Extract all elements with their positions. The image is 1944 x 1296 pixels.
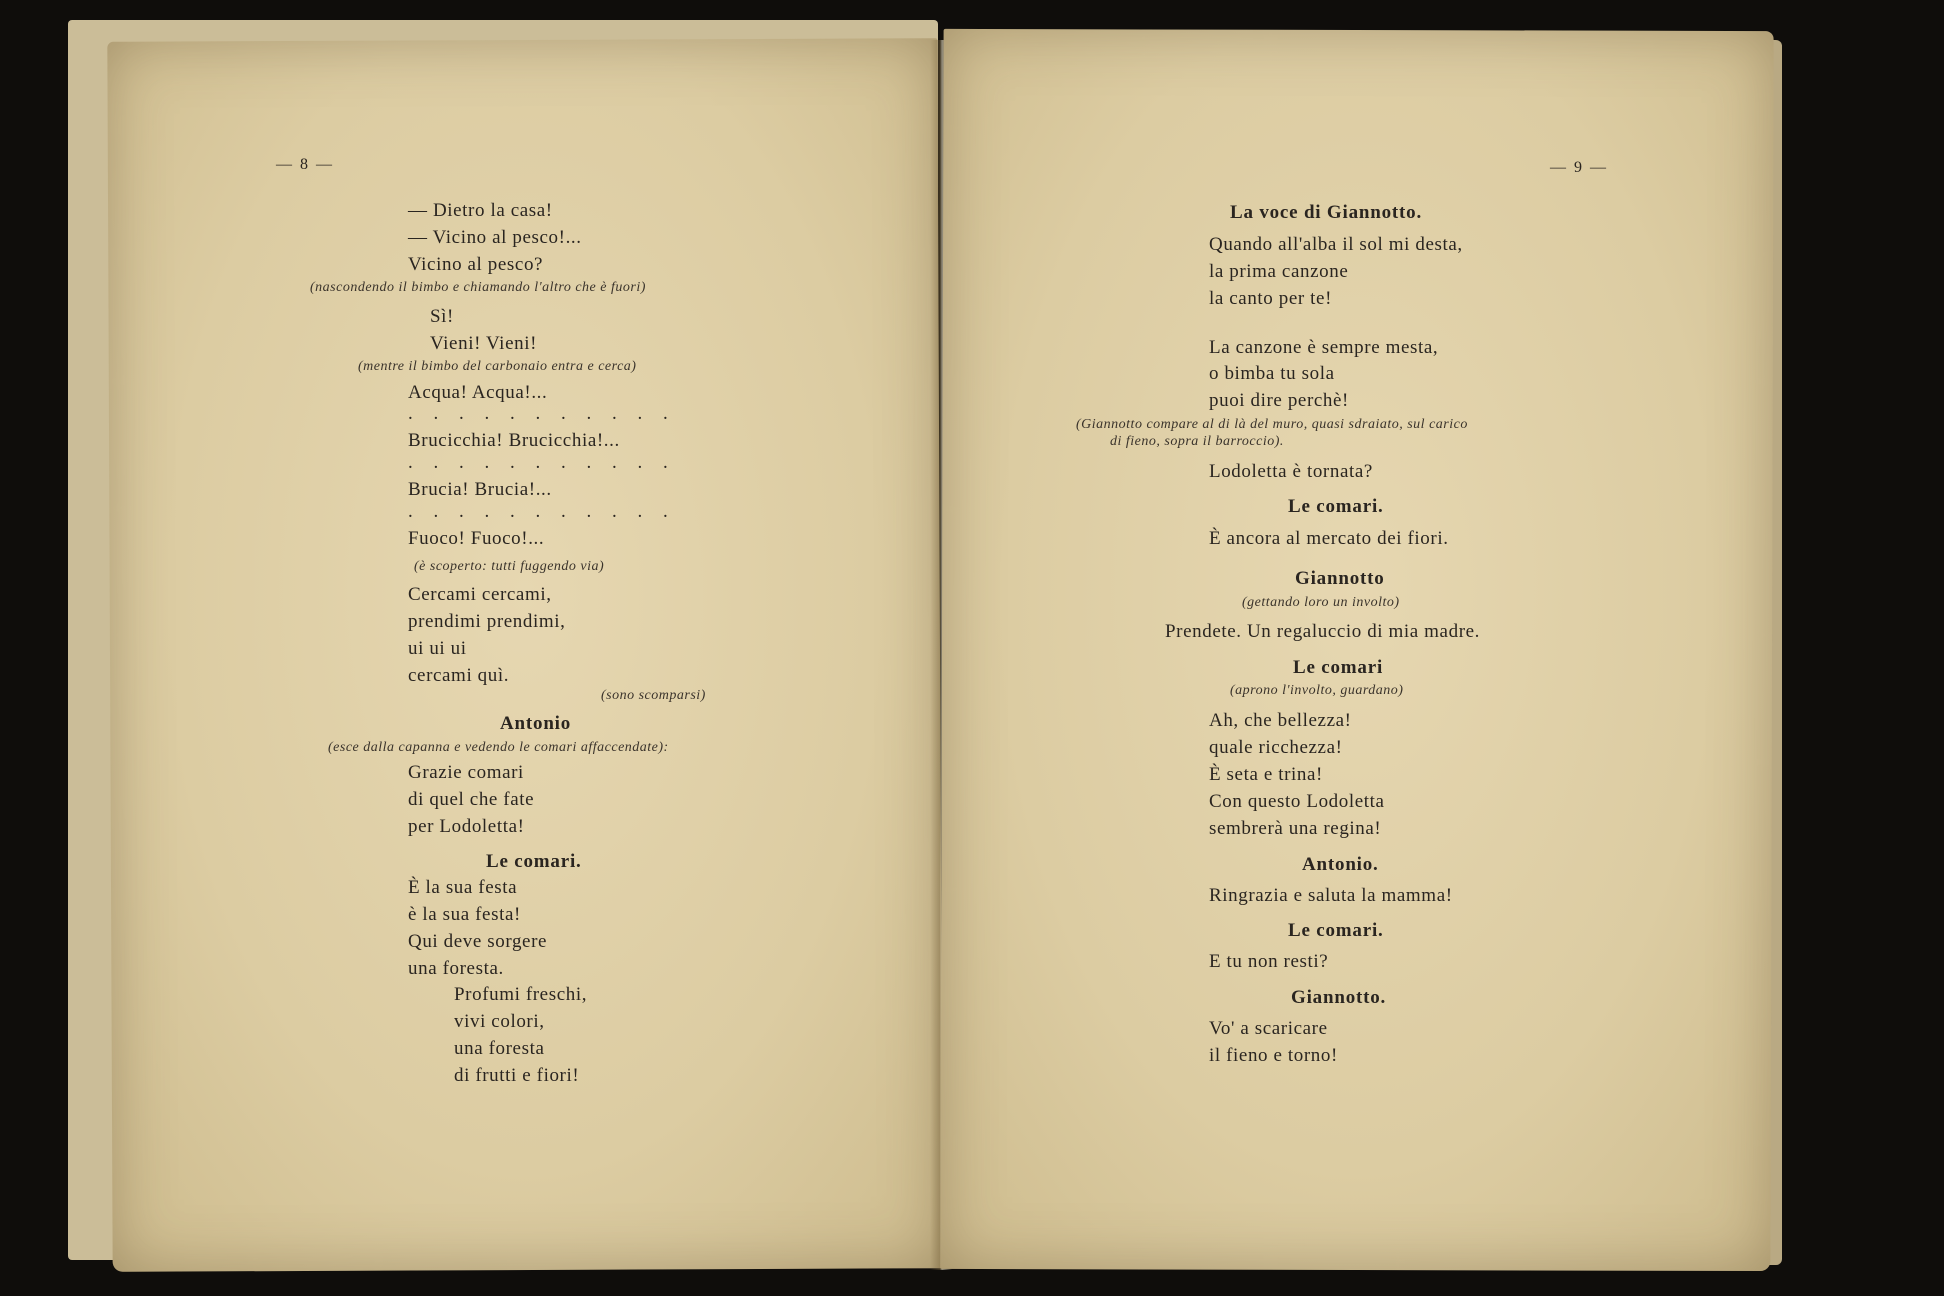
character-name: Antonio [500,713,572,734]
verse-line: E tu non resti? [1209,951,1329,972]
verse-line: Lodoletta è tornata? [1209,461,1373,482]
verse-line: È ancora al mercato dei fiori. [1209,528,1449,549]
verse-line: il fieno e torno! [1209,1045,1338,1066]
ellipsis-row: . . . . . . . . . . . [408,403,676,424]
verse-line: di frutti e fiori! [454,1065,580,1086]
verse-line: Vieni! Vieni! [430,333,538,354]
verse-line: Sì! [430,306,454,327]
verse-line: Profumi freschi, [454,984,588,1005]
verse-line: sembrerà una regina! [1209,818,1382,839]
verse-line: Acqua! Acqua!... [408,382,548,403]
verse-line: una foresta. [408,958,504,979]
character-name: La voce di Giannotto. [1230,202,1423,223]
character-name: Le comari. [486,851,582,872]
ellipsis-row: . . . . . . . . . . . [408,452,676,473]
verse-line: Qui deve sorgere [408,931,548,952]
character-name: Giannotto [1295,568,1385,589]
verse-line: Grazie comari [408,762,524,783]
verse-line: Cercami cercami, [408,584,552,605]
verse-line: Ah, che bellezza! [1209,710,1352,731]
verse-line: per Lodoletta! [408,816,525,837]
stage-direction: (mentre il bimbo del carbonaio entra e cerca) [358,359,637,374]
stage-direction: (Giannotto compare al di là del muro, quasi sdraiato, sul carico [1076,417,1468,432]
character-name: Antonio. [1302,854,1379,875]
verse-line: è la sua festa! [408,904,521,925]
verse-line: di quel che fate [408,789,535,810]
verse-line: Brucia! Brucia!... [408,479,552,500]
verse-line: o bimba tu sola [1209,363,1335,384]
verse-line: prendimi prendimi, [408,611,566,632]
verse-line: la prima canzone [1209,261,1349,282]
ellipsis-row: . . . . . . . . . . . [408,501,676,522]
character-name: Le comari. [1288,496,1384,517]
stage-direction: (gettando loro un involto) [1242,595,1400,610]
stage-direction: (aprono l'involto, guardano) [1230,683,1404,698]
stage-direction: (nascondendo il bimbo e chiamando l'altro che è fuori) [310,280,646,295]
stage-direction: (esce dalla capanna e vedendo le comari affaccendate): [328,740,669,755]
verse-line: È la sua festa [408,877,518,898]
verse-line: vivi colori, [454,1011,545,1032]
character-name: Giannotto. [1291,987,1387,1008]
verse-line: Fuoco! Fuoco!... [408,528,545,549]
verse-line: La canzone è sempre mesta, [1209,337,1439,358]
stage-direction: di fieno, sopra il barroccio). [1110,434,1284,449]
page-number-left: — 8 — [276,156,334,173]
verse-line: Brucicchia! Brucicchia!... [408,430,620,451]
verse-line: cercami quì. [408,665,510,686]
verse-line: quale ricchezza! [1209,737,1343,758]
verse-line: — Dietro la casa! [408,200,553,221]
verse-line: una foresta [454,1038,545,1059]
verse-line: Quando all'alba il sol mi desta, [1209,234,1463,255]
character-name: Le comari. [1288,920,1384,941]
page-number-right: — 9 — [1550,159,1608,176]
verse-line: È seta e trina! [1209,764,1323,785]
verse-line: Vo' a scaricare [1209,1018,1328,1039]
verse-line: la canto per te! [1209,288,1333,309]
verse-line: puoi dire perchè! [1209,390,1349,411]
stage-direction: (sono scomparsi) [601,688,706,703]
character-name: Le comari [1293,657,1384,678]
stage-direction: (è scoperto: tutti fuggendo via) [414,559,605,574]
verse-line: ui ui ui [408,638,467,659]
verse-line: Ringrazia e saluta la mamma! [1209,885,1453,906]
verse-line: Vicino al pesco? [408,254,544,275]
verse-line: Prendete. Un regaluccio di mia madre. [1165,621,1481,642]
verse-line: — Vicino al pesco!... [408,227,582,248]
verse-line: Con questo Lodoletta [1209,791,1385,812]
